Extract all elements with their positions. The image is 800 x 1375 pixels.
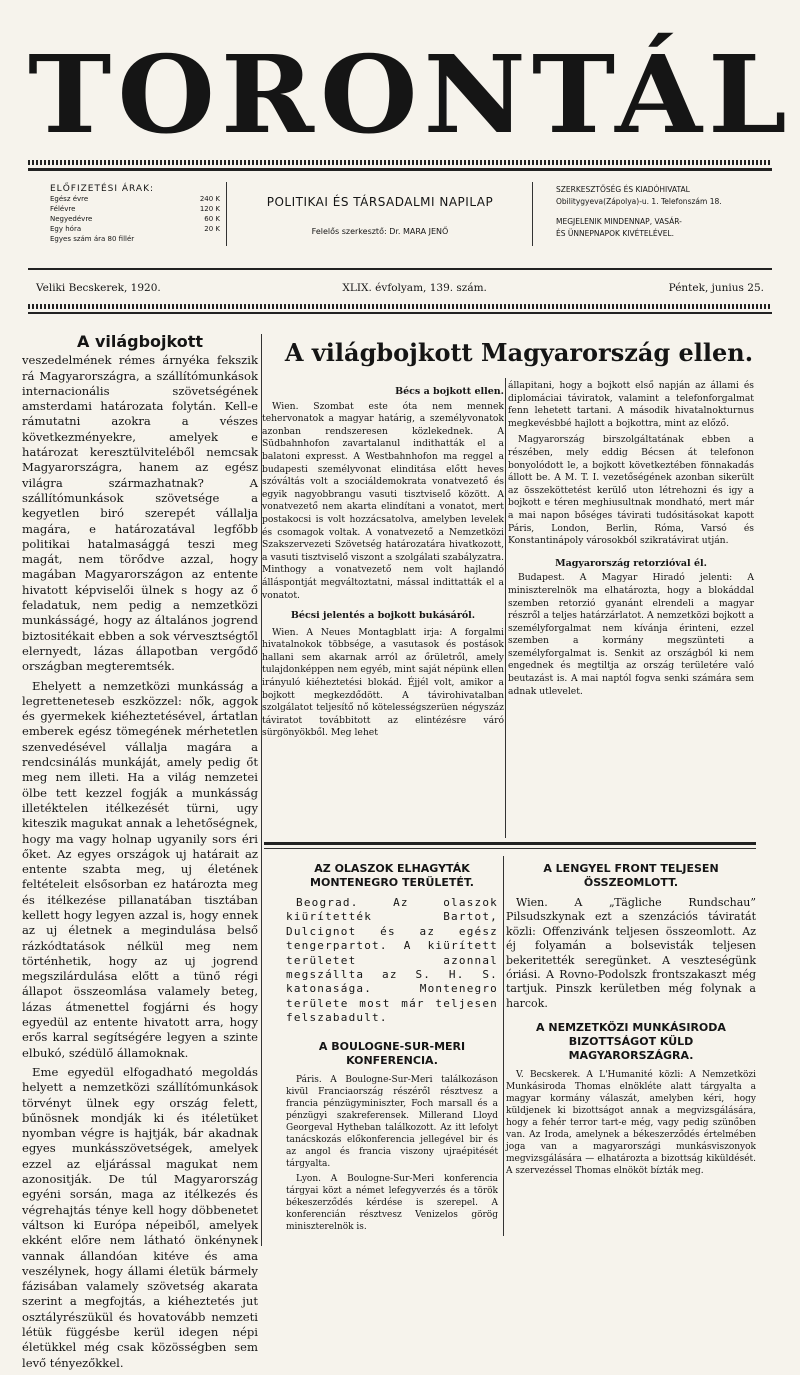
office-line: SZERKESZTŐSÉG ÉS KIADÓHIVATAL xyxy=(556,185,690,194)
column-divider xyxy=(505,378,506,838)
office-address: Obilitygyeva(Zápolya)-u. 1. Telefonszám 18. xyxy=(556,197,722,206)
office-info xyxy=(556,184,776,240)
paragraph: Budapest. A Magyar Hiradó jelenti: A miniszterelnök ma elhatározta, hogy a blokáddal szemben retorzió gyanánt elrendeli a magyar részről a teljes határzárlatot. A nemzetközi bojkott a személyforgalmat nem kívánja érinteni, ezzel szemben a kormány megszünteti a személyforgalmat is. Senkit az országból ki nem engednek és megtiltja az ország területére való beutazást is. A mai naptól fogva senki számára sem adnak utlevelet. xyxy=(508,572,754,697)
paper-info xyxy=(230,195,530,236)
news-column-middle xyxy=(286,858,498,1236)
price-row: Félévre 120 K xyxy=(50,205,220,213)
publication-note: ÉS ÜNNEPNAPOK KIVÉTELÉVEL. xyxy=(556,229,674,238)
paragraph: Wien. A Neues Montagblatt irja: A forgalmi hivatalnokok többsége, a vasutasok és postások hallani sem akarnak arról az őrületről, amely tulajdonképpen nem egyéb, mint saját népünk ellen irányuló kiéheztetési blokád. Éjjél volt, amikor a bojkott megkezdődött. A távirohivatalban szolgálatot teljesítő nő kötelességszerüen négyszáz táviratot továbbitott az elintézésre váró sürgönyökből. Meg lehet xyxy=(262,626,504,739)
news-column-right xyxy=(506,858,756,1180)
masthead xyxy=(28,33,793,168)
publication-note: MEGJELENIK MINDENNAP, VASÁR- xyxy=(556,217,682,226)
paragraph: Beograd. Az olaszok kiürítették Bartot, Dulcignot és az egész tengerpartot. A kiürített területet azonnal megszállta az S. H. S. katonasága. Montenegro területe most már teljesen felszabadult. xyxy=(286,896,498,1025)
paragraph: Ehelyett a nemzetközi munkásság a legretteneteseb eszközzel: nők, aggok és gyermekek kiéheztetésével, ártatlan emberek egész tömegének mérhetetlen szenvedésével vállalja magára a rendcsinálás munkáját, amely pedig őt meg nem illeti. Ha a világ nemzetei ölbe tett kezzel fogják a munkásság illetéktelen itélkezését türni, ugy kiteszik magukat annak a lehetőségnek, hogy ma vagy holnap ugyanily sors éri őket. Az egyes országok uj határait az entente szabta meg, uj életének feltételeit elsősorban ez határozta meg és itélkezése pillanatában tisztában kellett hogy legyen azzal is, hogy ennek az uj életnek a megindulása belső rázkódtatások nélkül meg nem történhetik, hogy az uj jogrend megszilárdulása előtt a tünő régi állapot összeomlása valamely beteg, lázas átmenettel fogjárni és hogy egyedül az entente hivatott arra, hogy erős karral segítségére legyen a szinte elbukó, szédülő államoknak. xyxy=(22,678,258,1060)
price-row: Egész évre 240 K xyxy=(50,195,220,203)
main-headline: A világbojkott Magyarország ellen. xyxy=(284,338,754,367)
paragraph: állapitani, hogy a bojkott első napján az állami és diplomáciai táviratok, valamint a telefonforgalmat fenn lehetett tartani. A második hivatalnokturnus megkevésbbé hajlott a bojkottra, mint az előző. xyxy=(508,380,754,429)
prices-header: ELŐFIZETÉSI ÁRAK: xyxy=(50,184,155,194)
dateline-day: Péntek, junius 25. xyxy=(668,282,764,294)
paragraph: Eme egyedül elfogadható megoldás helyett a nemzetközi szállítómunkások törvényt ülnek egy ország felett, bűnösnek mondják ki és itéletüket nyomban végre is hajtják, bár akadnak egyes munkásszövetségek, amelyek ezzel az eljárással magukat nem azonositják. De túl Magyarország egyéni sorsán, maga az itélkezés és végrehajtás ténye kell hogy döbbenetet váltson ki Európa népeiből, amelyek ekként előre nem látható önkénynek vannak állandóan kitéve és ama veszélynek, hogy állami életük bármely fázisában valamely szövetség akarata szerint a megfojtás, a kiéheztetés jut osztályrészükül és hovatovább nemzeti létük függésbe kerül idegen népi életükkel még csak közösségben sem levő tényezőkkel. xyxy=(22,1064,258,1370)
subheading: Magyarország retorzióval él. xyxy=(555,557,707,569)
paragraph: Páris. A Boulogne-Sur-Meri találkozáson kivül Franciaország részéről résztvesz a francia pénzügyminiszter, Foch marsall és a pénzügyi szakreferensek. Millerand Lloyd Georgeval Hytheban találkozott. Az itt lefolyt tanácskozás előkonferencia jellegével bir és az angol és francia viszony ujraépitését tárgyalta. xyxy=(286,1074,498,1169)
price-row: Egy hóra 20 K xyxy=(50,225,220,233)
paragraph: Wien. Szombat este óta nem mennek tehervonatok a magyar határig, a személyvonatok azonban rendszeresen közlekednek. A Südbahnhofon zavartalanul indithatták el a balatoni expresst. A Westbahnhofon ma reggel a budapesti személyvonat elinditása előtt heves szóváltás volt a szociáldemokrata vonatvezető és egyik nagyobbrangu vasuti tisztviselő között. A vonatvezető nem akarta elindítani a vonatot, mert postakocsi is volt hozzácsatolva, amelyben levelek és csomagok voltak. A vonatvezető a Nemzetközi Szakszervezeti Szövetség határozatára hivatkozott, a vasuti tisztviselő viszont a szolgálati szabályzatra. Minthogy a vonatvezető nem volt hajlandó álláspontját megváltoztatni, mással indittatták el a vonatot. xyxy=(262,400,504,601)
masthead-rule-solid xyxy=(28,168,772,171)
article-column-2 xyxy=(262,380,504,744)
paragraph: Lyon. A Boulogne-Sur-Meri konferencia tárgyai közt a német lefegyverzés és a török békeszerződés kérdése is szerepel. A konferencián résztvesz Venizelos görög miniszterelnök is. xyxy=(286,1173,498,1232)
paragraph: Wien. A „Tägliche Rundschau” Pilsudszkynak ezt a szenzációs táviratát közli: Offenzivánk teljesen összeomlott. Az éj folyamán a bolsevisták teljesen bekeritették seregünket. A veszteségünk óriási. A Rovno-Podolszk frontszakaszt még tartjuk. Pinszk kerületben még folynak a harcok. xyxy=(506,896,756,1010)
header-divider xyxy=(532,182,533,246)
editorial-column xyxy=(22,334,258,1375)
paper-kind: POLITIKAI ÉS TÁRSADALMI NAPILAP xyxy=(266,195,494,209)
dateline xyxy=(28,282,772,294)
header-divider xyxy=(226,182,227,246)
article-column-3 xyxy=(508,380,754,702)
section-rule xyxy=(264,842,756,845)
masthead-rule xyxy=(28,160,772,165)
editor-line: Felelős szerkesztő: Dr. MARA JENŐ xyxy=(311,227,449,236)
dateline-rule-top xyxy=(28,268,772,270)
dateline-rule xyxy=(28,304,772,309)
paragraph: veszedelmének rémes árnyéka fekszik rá Magyarországra, a szállítómunkások internacionális szövetségének amsterdami határozata folytán. Kell-e rámutatni azokra a vészes következményekre, amelyek e határozat keresztülviteléből nemcsak Magyarországra, hanem az egész világra származhatnak? A szállítómunkások szövetsége a kegyetlen biró szerepét vállalja magára, e határozatával legfőbb politikai hatalmasággá teszi meg magát, nem törődve azzal, hogy magában Magyarországon az entente hivatott képviselői ülnek s hogy az ő feladatuk, nem pedig a nemzetközi munkásságé, hogy az általános jogrend biztositékait ebben a sok vérvesztségtől elernyedt, lázas állapotban vergődő országban megteremtsék. xyxy=(22,353,258,674)
column-divider xyxy=(503,856,504,1236)
news-headline: A BOULOGNE-SUR-MERI KONFERENCIA. xyxy=(318,1039,466,1067)
subheading: Bécs a bojkott ellen. xyxy=(395,386,504,397)
dateline-place: Veliki Becskerek, 1920. xyxy=(36,282,161,294)
newspaper-title: TORONTÁL xyxy=(28,33,793,158)
paragraph: Magyarország birszolgáltatának ebben a részében, mely eddig Bécsen át telefonon bonyolódott le, a bojkott következtében fönnakadás állott be. A M. T. I. vezetőségének azonban sikerült az összeköttetést kerülő uton létrehozni és igy a bojkott e téren meghiusultnak mondható, mert már a mai napon bőséges távirati tudósitásokat kapott Páris, London, Berlin, Róma, Varsó és Konstantinápoly városokból szikratávirat utján. xyxy=(508,434,754,547)
paragraph: V. Becskerek. A L'Humanité közli: A Nemzetközi Munkásiroda Thomas elnökléte alatt tárgyalta a magyar kormány válaszát, amelyben kéri, hogy küldjenek ki bizottságot annak a megvizsgálására, hogy a fehér terror tart-e még, vagy pedig szünőben van. Az Iroda, amelynek a békeszerződés értelmében joga van a magyarországi munkásviszonyok megvizsgálására — elhatározta a bizottság kiküldését. A szervezéssel Thomas elnököt bízták meg. xyxy=(506,1070,756,1177)
news-headline: A NEMZETKÖZI MUNKÁSIRODA BIZOTTSÁGOT KÜLD MAGYARORSZÁGRA. xyxy=(536,1021,726,1063)
price-row: Negyedévre 60 K xyxy=(50,215,220,223)
subscription-prices xyxy=(50,184,220,245)
single-issue-price: Egyes szám ára 80 fillér xyxy=(50,235,135,243)
dateline-rule-bottom xyxy=(28,312,772,314)
news-headline: A LENGYEL FRONT TELJESEN ÖSSZEOMLOTT. xyxy=(543,862,719,889)
news-headline: AZ OLASZOK ELHAGYTÁK MONTENEGRO TERÜLETÉT. xyxy=(310,862,474,889)
editorial-title: A világbojkott xyxy=(76,332,204,351)
subheading: Bécsi jelentés a bojkott bukásáról. xyxy=(290,610,476,622)
section-rule-thin xyxy=(264,848,756,849)
dateline-volume: XLIX. évfolyam, 139. szám. xyxy=(342,282,487,294)
